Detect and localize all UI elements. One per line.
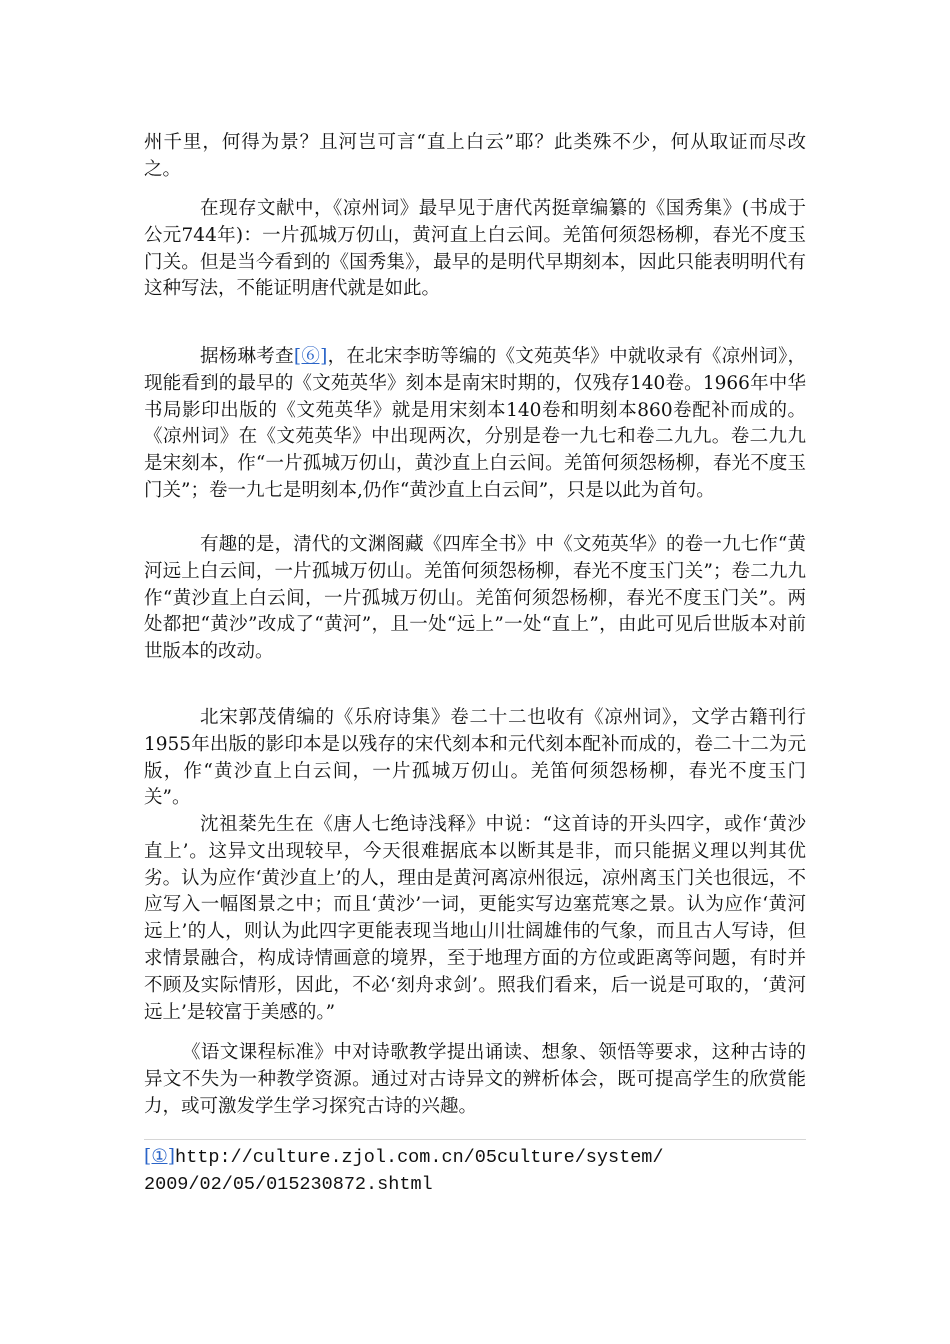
paragraph-wenyuan-yinghua	[144, 344, 806, 505]
paragraph-curriculum-standard: 《语文课程标准》中对诗歌教学提出诵读、想象、领悟等要求，这种古诗的异文不失为一种教学资源。通过对古诗异文的辨析体会，既可提高学生的欣赏能力，或可激发学生学习探究古诗的兴趣。	[144, 1042, 806, 1117]
footnote-reference-link[interactable]: [⑥]	[293, 346, 328, 367]
footnote	[144, 1144, 806, 1199]
paragraph-shen-zufen-quote: 沈祖棻先生在《唐人七绝诗浅释》中说：“这首诗的开头四字，或作‘黄沙直上’。这异文出现较早，今天很难据底本以断其是非，而只能据义理以判其优劣。认为应作‘黄沙直上’的人，理由是黄河离凉州很远，凉州离玉门关也很远，不应写入一幅图景之中；而且‘黄沙’一词，更能实写边塞荒寒之景。认为应作‘黄河远上’的人，则认为此四字更能表现当地山川壮阔雄伟的气象，而且古人写诗，但求情景融合，构成诗情画意的境界，至于地理方面的方位或距离等问题，有时并不顾及实际情形，因此，不必‘刻舟求剑’。照我们看来，后一说是可取的，‘黄河远上’是较富于美感的。”	[144, 814, 806, 1023]
paragraph-guoxiuji: 在现存文献中，《凉州词》最早见于唐代芮挺章编纂的《国秀集》(书成于公元744年)：一片孤城万仞山，黄河直上白云间。羌笛何须怨杨柳，春光不度玉门关。但是当今看到的《国秀集》，最早的是明代早期刻本，因此只能表明明代有这种写法，不能证明唐代就是如此。	[144, 198, 806, 300]
footnote-url-continuation[interactable]: 2009/02/05/015230872.shtml	[144, 1173, 433, 1195]
paragraph-text: 据杨琳考查	[200, 346, 294, 367]
footnote-line	[144, 1144, 806, 1172]
paragraph-continuation: 州千里，何得为景？且河岂可言“直上白云”耶？此类殊不少，何从取证而尽改之。	[144, 132, 806, 180]
paragraph-siku-quanshu: 有趣的是，清代的文渊阁藏《四库全书》中《文苑英华》的卷一九七作“黄河远上白云间，一片孤城万仞山。羌笛何须怨杨柳，春光不度玉门关”；卷二九九作“黄沙直上白云间，一片孤城万仞山。羌笛何须怨杨柳，春光不度玉门关”。两处都把“黄沙”改成了“黄河”，且一处“远上”一处“直上”，由此可见后世版本对前世版本的改动。	[144, 534, 806, 663]
paragraph-yuefu-shiji: 北宋郭茂倩编的《乐府诗集》卷二十二也收有《凉州词》，文学古籍刊行1955年出版的影印本是以残存的宋代刻本和元代刻本配补而成的，卷二十二为元版，作“黄沙直上白云间，一片孤城万仞山。羌笛何须怨杨柳，春光不度玉门关”。	[144, 707, 806, 809]
footnote-marker-link[interactable]: [①]	[144, 1146, 176, 1167]
footnote-divider	[144, 1139, 806, 1140]
footnote-url[interactable]: http://culture.zjol.com.cn/05culture/system/	[175, 1147, 664, 1168]
paragraph-text: ，在北宋李昉等编的《文苑英华》中就收录有《凉州词》，现能看到的最早的《文苑英华》刻本是南宋时期的，仅残存140卷。1966年中华书局影印出版的《文苑英华》就是用宋刻本140卷和明刻本860卷配补而成的。《凉州词》在《文苑英华》中出现两次，分别是卷一九七和卷二九九。卷二九九是宋刻本，作“一片孤城万仞山，黄沙直上白云间。羌笛何须怨杨柳，春光不度玉门关”；卷一九七是明刻本,仍作“黄沙直上白云间”，只是以此为首句。	[144, 346, 806, 501]
